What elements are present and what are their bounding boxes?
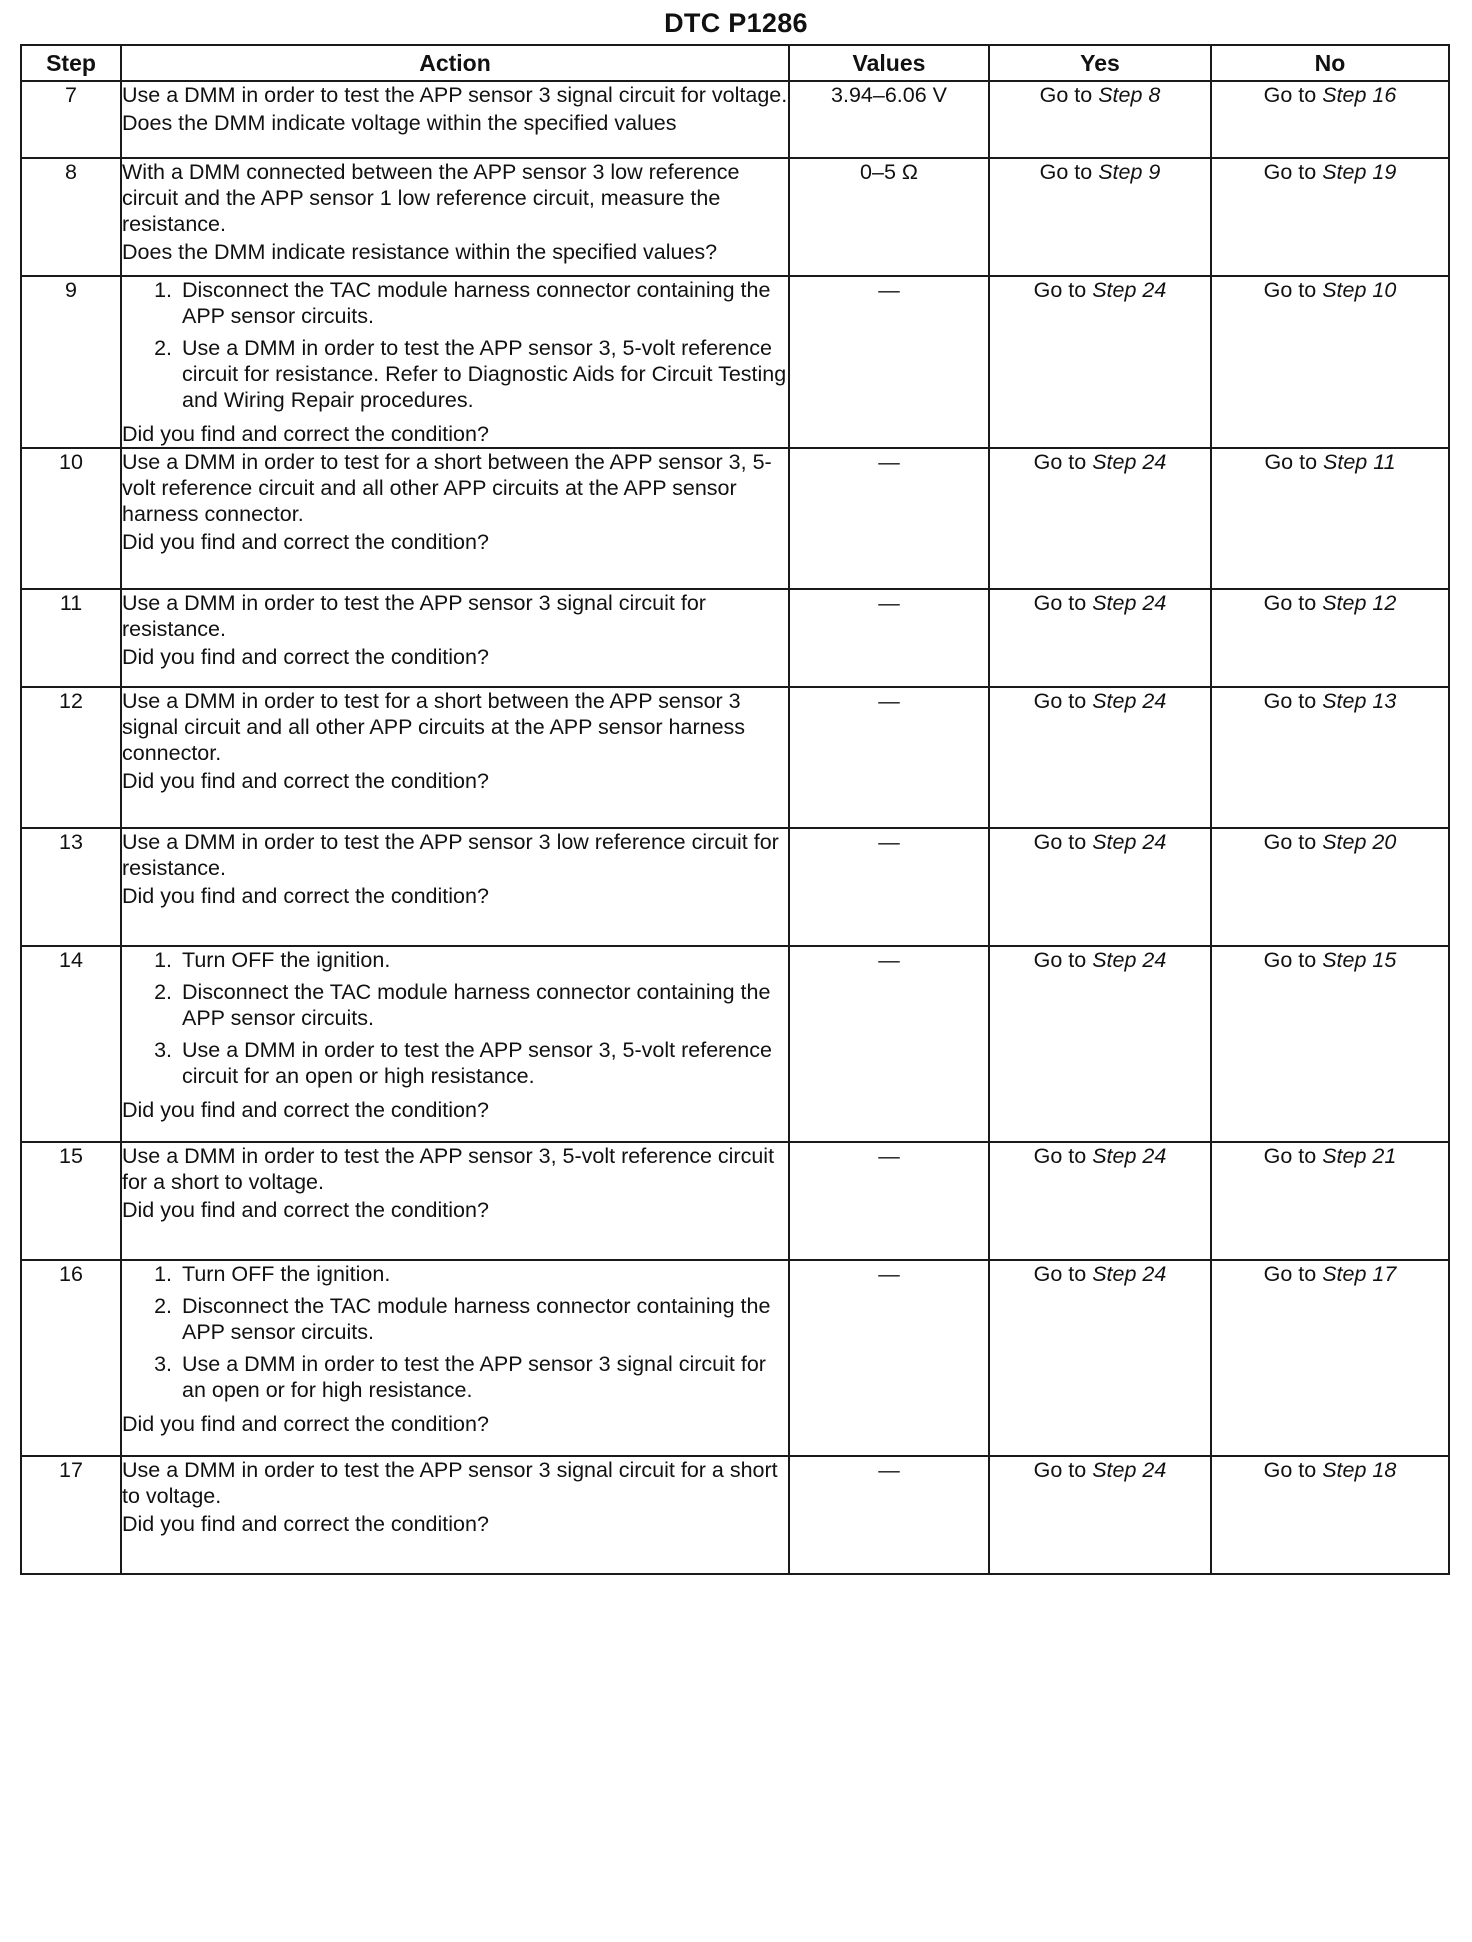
action-text: With a DMM connected between the APP sensor 3 low reference circuit and the APP sensor 1 low reference circuit, measure the resistance. <box>122 160 740 236</box>
action-text: Use a DMM in order to test the APP sensor 3 signal circuit for voltage. <box>122 83 788 107</box>
no-cell <box>1211 589 1449 687</box>
no-goto <box>1264 83 1397 107</box>
yes-goto-prefix: Go to <box>1039 83 1093 107</box>
yes-goto-step: Step 24 <box>1092 591 1167 615</box>
action-step-item: 3. Use a DMM in order to test the APP sensor 3, 5-volt reference circuit for an open or high resistance. <box>178 1037 788 1089</box>
action-cell <box>121 158 789 276</box>
action-text: Use a DMM in order to test for a short between the APP sensor 3 signal circuit and all other APP circuits at the APP sensor harness connector. <box>122 689 746 765</box>
no-goto-prefix: Go to <box>1263 948 1317 972</box>
value-cell: — <box>789 448 989 589</box>
action-step-item: 2. Disconnect the TAC module harness connector containing the APP sensor circuits. <box>178 1293 788 1345</box>
action-body <box>122 688 788 766</box>
action-content <box>122 590 788 670</box>
action-cell <box>121 1260 789 1456</box>
action-body <box>122 449 788 527</box>
header-step: Step <box>21 45 121 81</box>
yes-goto-prefix: Go to <box>1033 1458 1087 1482</box>
yes-goto-prefix: Go to <box>1033 948 1087 972</box>
action-question: Did you find and correct the condition? <box>122 884 489 908</box>
no-goto-prefix: Go to <box>1263 1262 1317 1286</box>
action-body <box>122 1457 788 1509</box>
no-goto-step: Step 18 <box>1322 1458 1397 1482</box>
action-content <box>122 688 788 794</box>
yes-cell <box>989 589 1211 687</box>
action-text: Use a DMM in order to test the APP sensor 3, 5-volt reference circuit for a short to voltage. <box>122 1144 775 1194</box>
step-number: 13 <box>21 828 121 946</box>
no-goto <box>1264 1144 1397 1168</box>
step-number: 16 <box>21 1260 121 1456</box>
value-cell: 0–5 Ω <box>789 158 989 276</box>
no-goto-prefix: Go to <box>1263 830 1317 854</box>
yes-goto-prefix: Go to <box>1033 830 1087 854</box>
no-goto-prefix: Go to <box>1263 278 1317 302</box>
action-content <box>122 1261 788 1437</box>
yes-goto <box>1034 689 1167 713</box>
yes-goto <box>1040 83 1161 107</box>
value-cell: 3.94–6.06 V <box>789 81 989 158</box>
no-goto-step: Step 11 <box>1323 450 1396 474</box>
no-goto <box>1264 1262 1397 1286</box>
yes-cell <box>989 81 1211 158</box>
action-cell <box>121 1142 789 1260</box>
value-cell: — <box>789 828 989 946</box>
action-body <box>122 590 788 642</box>
action-content <box>122 277 788 447</box>
yes-goto <box>1040 160 1161 184</box>
no-goto-step: Step 10 <box>1322 278 1397 302</box>
yes-goto-prefix: Go to <box>1039 160 1093 184</box>
yes-goto-step: Step 24 <box>1092 1144 1167 1168</box>
header-action: Action <box>121 45 789 81</box>
no-cell <box>1211 687 1449 828</box>
step-number: 10 <box>21 448 121 589</box>
step-number: 8 <box>21 158 121 276</box>
no-goto-prefix: Go to <box>1264 450 1318 474</box>
action-cell <box>121 1456 789 1574</box>
value-cell: — <box>789 1260 989 1456</box>
no-goto-step: Step 16 <box>1322 83 1397 107</box>
no-goto-prefix: Go to <box>1263 83 1317 107</box>
yes-goto-step: Step 24 <box>1092 278 1167 302</box>
action-content <box>122 947 788 1123</box>
no-cell <box>1211 158 1449 276</box>
action-cell <box>121 828 789 946</box>
yes-cell <box>989 276 1211 448</box>
action-text: Use a DMM in order to test the APP sensor 3 low reference circuit for resistance. <box>122 830 779 880</box>
action-step-item: 1. Disconnect the TAC module harness connector containing the APP sensor circuits. <box>178 277 788 329</box>
step-number: 9 <box>21 276 121 448</box>
no-goto <box>1264 160 1397 184</box>
no-goto-prefix: Go to <box>1263 591 1317 615</box>
action-cell <box>121 276 789 448</box>
yes-goto <box>1034 278 1167 302</box>
no-goto <box>1264 689 1397 713</box>
value-cell: — <box>789 946 989 1142</box>
no-goto-step: Step 13 <box>1322 689 1397 713</box>
no-goto <box>1264 450 1395 474</box>
yes-cell <box>989 946 1211 1142</box>
value-cell: — <box>789 687 989 828</box>
action-content <box>122 1143 788 1223</box>
action-question: Does the DMM indicate resistance within the specified values? <box>122 240 718 264</box>
yes-goto <box>1034 1144 1167 1168</box>
no-cell <box>1211 1260 1449 1456</box>
value-cell: — <box>789 276 989 448</box>
action-step-item: 2. Disconnect the TAC module harness connector containing the APP sensor circuits. <box>178 979 788 1031</box>
yes-cell <box>989 1260 1211 1456</box>
action-cell <box>121 946 789 1142</box>
action-step-list <box>122 1261 788 1403</box>
yes-goto-step: Step 8 <box>1098 83 1161 107</box>
action-step-item: 2. Use a DMM in order to test the APP sensor 3, 5-volt reference circuit for resistance. Refer to Diagnostic Aids for Circuit Testing and Wiring Repair procedures. <box>178 335 788 413</box>
action-cell <box>121 687 789 828</box>
no-cell <box>1211 1456 1449 1574</box>
yes-cell <box>989 828 1211 946</box>
no-goto-step: Step 17 <box>1322 1262 1397 1286</box>
no-goto-prefix: Go to <box>1263 1458 1317 1482</box>
yes-goto <box>1034 1262 1167 1286</box>
yes-goto-step: Step 24 <box>1092 830 1167 854</box>
action-body <box>122 1143 788 1195</box>
yes-goto-step: Step 24 <box>1092 1458 1167 1482</box>
yes-goto <box>1034 591 1167 615</box>
step-number: 11 <box>21 589 121 687</box>
action-body <box>122 277 788 419</box>
yes-goto <box>1034 1458 1167 1482</box>
yes-goto-step: Step 24 <box>1092 689 1167 713</box>
table-row <box>21 1260 1449 1456</box>
action-question: Did you find and correct the condition? <box>122 1512 489 1536</box>
no-goto-step: Step 19 <box>1322 160 1397 184</box>
no-goto-step: Step 12 <box>1322 591 1397 615</box>
yes-goto-prefix: Go to <box>1033 1144 1087 1168</box>
action-question: Did you find and correct the condition? <box>122 530 489 554</box>
header-yes: Yes <box>989 45 1211 81</box>
action-step-list <box>122 277 788 413</box>
table-row <box>21 81 1449 158</box>
step-number: 12 <box>21 687 121 828</box>
table-row <box>21 1142 1449 1260</box>
table-row <box>21 448 1449 589</box>
yes-goto-step: Step 9 <box>1098 160 1161 184</box>
no-goto <box>1264 948 1397 972</box>
action-text: Use a DMM in order to test for a short between the APP sensor 3, 5-volt reference circuit and all other APP circuits at the APP sensor harness connector. <box>122 450 772 526</box>
no-cell <box>1211 1142 1449 1260</box>
diagnostic-table <box>20 44 1450 1575</box>
action-step-list <box>122 947 788 1089</box>
no-cell <box>1211 276 1449 448</box>
action-question: Does the DMM indicate voltage within the specified values <box>122 111 677 135</box>
header-no: No <box>1211 45 1449 81</box>
action-step-item: 3. Use a DMM in order to test the APP sensor 3 signal circuit for an open or for high resistance. <box>178 1351 788 1403</box>
table-row <box>21 589 1449 687</box>
yes-goto <box>1034 830 1167 854</box>
yes-goto-step: Step 24 <box>1092 450 1167 474</box>
yes-cell <box>989 158 1211 276</box>
table-row <box>21 828 1449 946</box>
action-step-item: 1. Turn OFF the ignition. <box>178 1261 788 1287</box>
action-question: Did you find and correct the condition? <box>122 769 489 793</box>
header-values: Values <box>789 45 989 81</box>
no-goto-prefix: Go to <box>1263 689 1317 713</box>
no-goto-step: Step 15 <box>1322 948 1397 972</box>
no-cell <box>1211 448 1449 589</box>
no-goto-prefix: Go to <box>1263 160 1317 184</box>
action-question: Did you find and correct the condition? <box>122 1198 489 1222</box>
step-number: 14 <box>21 946 121 1142</box>
action-content <box>122 159 788 265</box>
table-row <box>21 946 1449 1142</box>
step-number: 15 <box>21 1142 121 1260</box>
yes-goto-step: Step 24 <box>1092 1262 1167 1286</box>
yes-goto-prefix: Go to <box>1033 591 1087 615</box>
value-cell: — <box>789 589 989 687</box>
table-title: DTC P1286 <box>664 8 808 38</box>
no-goto <box>1264 830 1397 854</box>
yes-goto <box>1034 948 1167 972</box>
action-cell <box>121 589 789 687</box>
no-cell <box>1211 828 1449 946</box>
action-body <box>122 1261 788 1409</box>
action-content <box>122 829 788 909</box>
action-question: Did you find and correct the condition? <box>122 422 489 446</box>
table-row <box>21 1456 1449 1574</box>
action-body <box>122 159 788 237</box>
yes-goto-prefix: Go to <box>1033 450 1087 474</box>
yes-cell <box>989 687 1211 828</box>
action-body <box>122 947 788 1095</box>
action-body <box>122 829 788 881</box>
step-number: 17 <box>21 1456 121 1574</box>
no-goto-step: Step 21 <box>1322 1144 1397 1168</box>
action-content <box>122 1457 788 1537</box>
yes-cell <box>989 448 1211 589</box>
yes-cell <box>989 1142 1211 1260</box>
no-goto <box>1264 1458 1397 1482</box>
action-body <box>122 82 788 108</box>
no-cell <box>1211 946 1449 1142</box>
action-question: Did you find and correct the condition? <box>122 1412 489 1436</box>
header-row <box>21 45 1449 81</box>
yes-goto-prefix: Go to <box>1033 278 1087 302</box>
action-cell <box>121 448 789 589</box>
table-row <box>21 158 1449 276</box>
table-row <box>21 687 1449 828</box>
no-goto-step: Step 20 <box>1322 830 1397 854</box>
action-text: Use a DMM in order to test the APP sensor 3 signal circuit for a short to voltage. <box>122 1458 778 1508</box>
value-cell: — <box>789 1456 989 1574</box>
no-goto-prefix: Go to <box>1263 1144 1317 1168</box>
no-goto <box>1264 591 1397 615</box>
step-number: 7 <box>21 81 121 158</box>
action-question: Did you find and correct the condition? <box>122 1098 489 1122</box>
value-cell: — <box>789 1142 989 1260</box>
action-content <box>122 82 788 136</box>
yes-goto-prefix: Go to <box>1033 689 1087 713</box>
yes-goto-step: Step 24 <box>1092 948 1167 972</box>
yes-cell <box>989 1456 1211 1574</box>
action-text: Use a DMM in order to test the APP sensor 3 signal circuit for resistance. <box>122 591 706 641</box>
table-row <box>21 276 1449 448</box>
action-content <box>122 449 788 555</box>
yes-goto <box>1034 450 1167 474</box>
action-question: Did you find and correct the condition? <box>122 645 489 669</box>
action-step-item: 1. Turn OFF the ignition. <box>178 947 788 973</box>
yes-goto-prefix: Go to <box>1033 1262 1087 1286</box>
action-cell <box>121 81 789 158</box>
no-cell <box>1211 81 1449 158</box>
no-goto <box>1264 278 1397 302</box>
